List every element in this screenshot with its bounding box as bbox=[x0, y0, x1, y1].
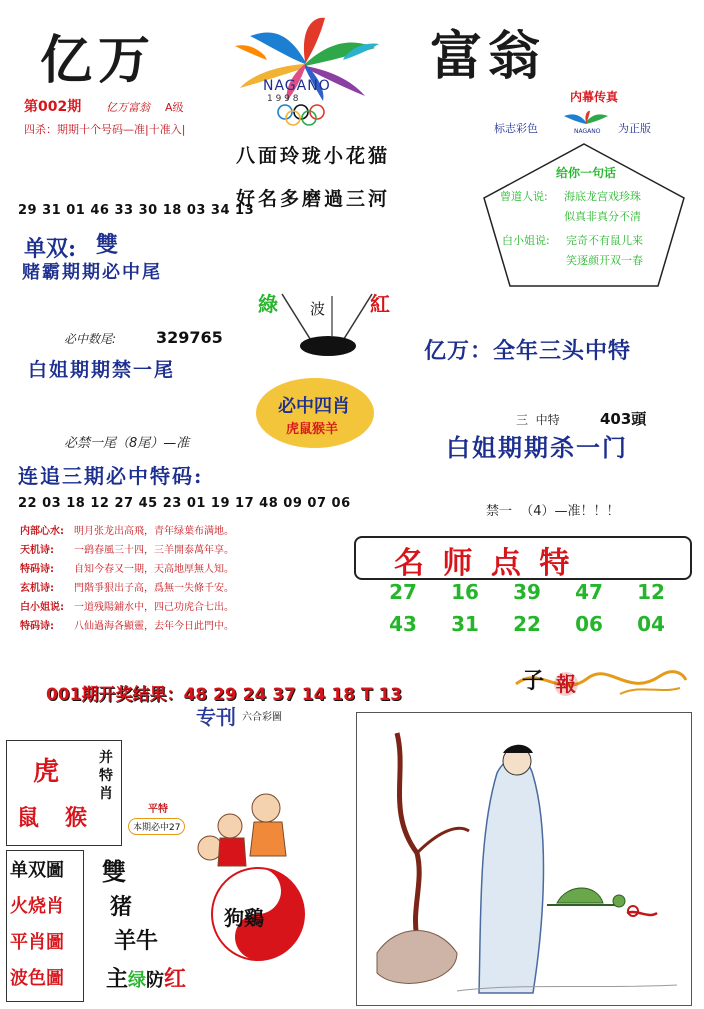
fax-give: 给你一句话 bbox=[556, 166, 617, 180]
fax-left: 标志彩色 bbox=[494, 122, 538, 135]
wave-green: 綠 bbox=[258, 292, 278, 316]
olympic-rings-icon bbox=[275, 104, 337, 126]
r2-value: 猪 bbox=[110, 894, 133, 920]
mingshi-number: 31 bbox=[451, 612, 479, 636]
zhuankan-sub: 六合彩圖 bbox=[242, 712, 282, 723]
poem-text: 明月张龙出高飛，青年绿葉布满地。 bbox=[74, 526, 234, 537]
dog-chicken-label: 狗鷄 bbox=[224, 906, 264, 930]
zibao-zi: 子 bbox=[522, 669, 545, 694]
fax-l2-label: 白小姐说: bbox=[502, 234, 550, 247]
fax-l1-text2: 似真非真分不清 bbox=[564, 210, 641, 223]
r4-values bbox=[106, 962, 186, 993]
bizhong-tail-value: 329765 bbox=[156, 328, 223, 347]
poem-label: 白小姐说: bbox=[20, 602, 64, 613]
r4-p1: 主 bbox=[106, 967, 129, 992]
shayimen-slogan: 白姐期期杀一门 bbox=[446, 433, 628, 462]
r1-value: 雙 bbox=[102, 857, 126, 886]
logo-word: NAGANO bbox=[263, 78, 331, 94]
issue-number: 第002期 bbox=[24, 99, 82, 115]
zibao-bao: 報 bbox=[556, 672, 576, 696]
scholar-illustration bbox=[356, 712, 692, 1006]
poem-line-5 bbox=[20, 598, 234, 617]
zodiac-tag-2: 本期必中27 bbox=[128, 818, 185, 835]
poem-line-4 bbox=[20, 579, 234, 598]
poem-label: 特码诗: bbox=[20, 564, 54, 575]
fax-l2-text: 完奇不有鼠儿来 bbox=[566, 234, 643, 247]
jinyi-line: 禁一 （4）—准！！！ bbox=[486, 504, 620, 519]
vertical-label: 并特肖 bbox=[99, 750, 113, 802]
logo-year: 1 9 9 8 bbox=[267, 94, 299, 104]
yiwan-slogan: 亿万：全年三头中特 bbox=[424, 338, 632, 364]
sixiao-bubble bbox=[256, 378, 374, 448]
danshuang-label: 单双: bbox=[24, 236, 77, 262]
sixiao-animals: 虎鼠猴羊 bbox=[286, 422, 339, 437]
poem-line-3 bbox=[20, 560, 234, 579]
poem-text: 門階爭狠出子高，爲無一失條千安。 bbox=[74, 583, 234, 594]
bizhong-tail-line2: 白姐期期禁一尾 bbox=[28, 359, 176, 381]
issue-brand: 亿万富翁 bbox=[106, 101, 150, 114]
poem-line-1 bbox=[20, 522, 234, 541]
wave-bowl bbox=[252, 286, 400, 362]
poem-label: 内部心水: bbox=[20, 526, 64, 537]
danshuang-line2: 赌霸期期必中尾 bbox=[22, 262, 162, 283]
r3-value: 羊牛 bbox=[114, 928, 159, 954]
fax-l1-text: 海底龙宫戏珍珠 bbox=[564, 190, 641, 203]
bottom-left-panel bbox=[6, 740, 122, 846]
tiger-label: 虎 bbox=[33, 757, 60, 787]
slogan-line1: 八面玲珑小花猫 bbox=[236, 145, 391, 167]
mingshi-number: 16 bbox=[451, 580, 479, 604]
r4-label: 波色圖 bbox=[10, 968, 64, 989]
fax-title: 内幕传真 bbox=[570, 90, 619, 104]
mingshi-number: 39 bbox=[513, 580, 541, 604]
scholar-scene-icon bbox=[357, 713, 691, 1005]
mingshi-number: 12 bbox=[637, 580, 665, 604]
numbers-row-2: 22 03 18 12 27 45 23 01 19 17 48 09 07 06 bbox=[18, 496, 351, 511]
fax-l1-label: 曾道人说: bbox=[500, 190, 548, 203]
mingshi-number: 27 bbox=[389, 580, 417, 604]
r4-p3: 防 bbox=[146, 970, 165, 991]
numbers-row-1: 29 31 01 46 33 30 18 03 34 13 bbox=[18, 203, 255, 218]
zibao-banner bbox=[510, 654, 690, 708]
sanzhong-prefix: 三 中特 bbox=[516, 413, 560, 427]
monkey-label: 猴 bbox=[65, 805, 88, 831]
issue-grade: A级 bbox=[165, 101, 184, 114]
svg-text:NAGANO: NAGANO bbox=[574, 128, 601, 135]
r2-label: 火烧肖 bbox=[10, 896, 64, 917]
r1-label: 单双圖 bbox=[10, 860, 64, 881]
nagano-logo bbox=[205, 6, 410, 130]
jinwei-line: 必禁一尾（8尾）—准 bbox=[64, 436, 190, 451]
result-line: 001期开奖结果：48 29 24 37 14 18 T 13 bbox=[46, 685, 403, 705]
zhuankan-label: 专刊 bbox=[196, 705, 236, 729]
mingshi-number: 22 bbox=[513, 612, 541, 636]
bizhong-tail-label: 必中数尾: bbox=[64, 332, 117, 346]
title-left: 亿万 bbox=[40, 30, 157, 91]
poem-label: 天机诗: bbox=[20, 545, 54, 556]
mingshi-title: 名 师 点 特 bbox=[394, 546, 574, 581]
poem-line-2 bbox=[20, 541, 234, 560]
mingshi-number: 06 bbox=[575, 612, 603, 636]
poem-label: 玄机诗: bbox=[20, 583, 54, 594]
mingshi-number: 04 bbox=[637, 612, 665, 636]
lianzhui-title: 连追三期必中特码: bbox=[18, 464, 204, 488]
mouse-label: 鼠 bbox=[17, 805, 40, 831]
zodiac-tag: 平特 bbox=[148, 804, 168, 815]
poem-label: 特码诗: bbox=[20, 621, 54, 632]
r4-p2: 绿 bbox=[128, 970, 147, 991]
bottom-grid bbox=[6, 850, 206, 1000]
poem-text: 一道残陽鋪水中，四己功虎合七出。 bbox=[74, 602, 234, 613]
wave-blue: 波 bbox=[310, 300, 326, 318]
poem-text: 自知今春又一期，天高地厚無人知。 bbox=[74, 564, 234, 575]
fax-panel bbox=[478, 82, 690, 292]
poem-text: 八仙過海各顯靈，去年今日此門中。 bbox=[74, 621, 234, 632]
r3-label: 平肖圖 bbox=[10, 932, 64, 953]
small-emblem-icon bbox=[560, 108, 612, 136]
dog-chicken-disc bbox=[210, 866, 306, 962]
poem-line-6 bbox=[20, 617, 234, 636]
mingshi-number: 47 bbox=[575, 580, 603, 604]
mingshi-numbers bbox=[372, 580, 682, 636]
wave-red: 紅 bbox=[370, 292, 390, 316]
mingshi-panel bbox=[354, 536, 690, 638]
poem-text: 一鹞春風三十四，三羊開泰萬年享。 bbox=[74, 545, 234, 556]
r4-p4: 红 bbox=[164, 967, 187, 992]
sanzhong-value: 403頭 bbox=[600, 410, 647, 428]
poem-list bbox=[20, 522, 234, 636]
title-right: 富翁 bbox=[430, 26, 547, 87]
issue-subtitle: 四杀：期期十个号码—准|十准入| bbox=[24, 123, 186, 136]
sixiao-title: 必中四肖 bbox=[278, 396, 350, 417]
fax-l2-text2: 笑逐颜开双一春 bbox=[566, 254, 643, 267]
mingshi-number: 43 bbox=[389, 612, 417, 636]
danshuang-value: 雙 bbox=[96, 232, 119, 258]
slogan-line2: 好名多磨過三河 bbox=[236, 188, 391, 210]
fax-right: 为正版 bbox=[618, 122, 651, 135]
